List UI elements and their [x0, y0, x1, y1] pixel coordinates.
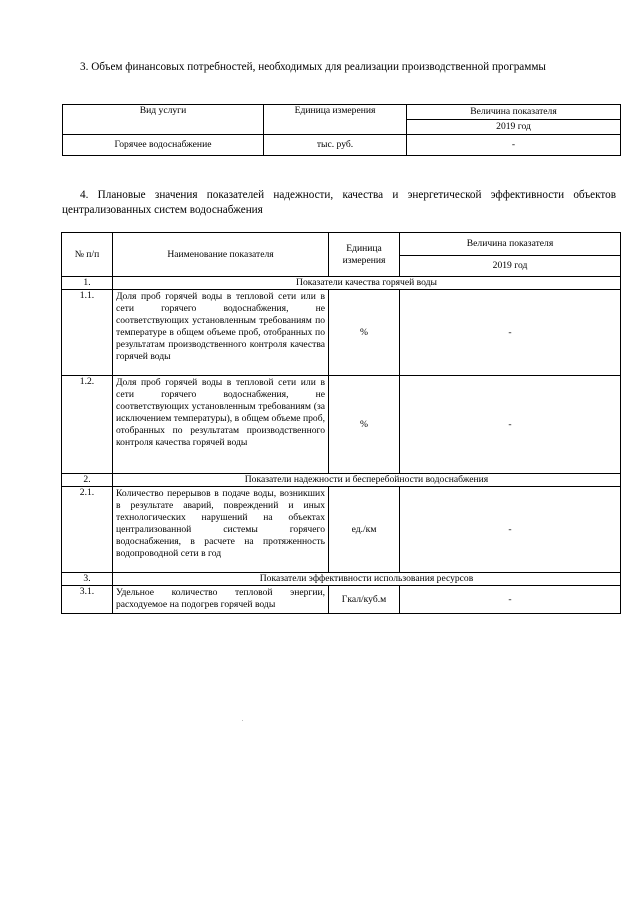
header-service: Вид услуги	[63, 105, 264, 135]
section-3-heading	[62, 60, 616, 75]
header-value: Величина показателя	[407, 105, 621, 120]
header-unit: Единица измерения	[329, 233, 400, 277]
table-row	[63, 135, 621, 156]
header-year: 2019 год	[400, 256, 621, 277]
section-title: Показатели надежности и бесперебойности водоснабжения	[113, 474, 621, 487]
section-4-heading-text: 4. Плановые значения показателей надежности, качества и энергетической эффективности объектов централизованных систем водоснабжения	[62, 189, 616, 216]
row-value: -	[400, 487, 621, 573]
section-title: Показатели эффективности использования ресурсов	[113, 573, 621, 586]
row-unit: %	[329, 290, 400, 376]
table-header-row	[62, 233, 621, 256]
table-row	[62, 376, 621, 474]
section-row	[62, 474, 621, 487]
scan-speck	[242, 720, 243, 721]
section-num: 3.	[62, 573, 113, 586]
header-name: Наименование показателя	[113, 233, 329, 277]
row-unit: ед./км	[329, 487, 400, 573]
header-num: № п/п	[62, 233, 113, 277]
table-header-row	[63, 105, 621, 120]
row-value: -	[400, 586, 621, 614]
row-unit: %	[329, 376, 400, 474]
row-num: 1.1.	[62, 290, 113, 376]
table-row	[62, 487, 621, 573]
cell-value: -	[407, 135, 621, 156]
row-num: 3.1.	[62, 586, 113, 614]
row-name: Доля проб горячей воды в тепловой сети или в сети горячего водоснабжения, не соответствующих установленным требованиям по температуре в общем объеме проб, отобранных по результатам производственного контроля качества горячей воды	[113, 290, 329, 376]
section-num: 1.	[62, 277, 113, 290]
row-value: -	[400, 290, 621, 376]
header-year: 2019 год	[407, 120, 621, 135]
section-num: 2.	[62, 474, 113, 487]
row-name: Доля проб горячей воды в тепловой сети или в сети горячего водоснабжения, не соответствующих установленным требованиям (за исключением температуры), в общем объеме проб, отобранных по результатам производственного контроля качества горячей воды	[113, 376, 329, 474]
section-row	[62, 277, 621, 290]
cell-service: Горячее водоснабжение	[63, 135, 264, 156]
row-value: -	[400, 376, 621, 474]
table-row	[62, 586, 621, 614]
header-unit: Единица измерения	[264, 105, 407, 135]
row-unit: Гкал/куб.м	[329, 586, 400, 614]
financial-needs-table	[62, 104, 621, 156]
table-row	[62, 290, 621, 376]
row-num: 2.1.	[62, 487, 113, 573]
section-4-heading	[62, 188, 616, 218]
section-row	[62, 573, 621, 586]
row-name: Количество перерывов в подаче воды, возникших в результате аварий, повреждений и иных технологических нарушений на объектах централизованной системы горячего водоснабжения, в расчете на протяженность водопроводной сети в год	[113, 487, 329, 573]
header-value: Величина показателя	[400, 233, 621, 256]
cell-unit: тыс. руб.	[264, 135, 407, 156]
section-title: Показатели качества горячей воды	[113, 277, 621, 290]
section-3-heading-text: 3. Объем финансовых потребностей, необходимых для реализации производственной программы	[80, 61, 546, 73]
row-num: 1.2.	[62, 376, 113, 474]
row-name: Удельное количество тепловой энергии, расходуемое на подогрев горячей воды	[113, 586, 329, 614]
indicators-table	[61, 232, 621, 614]
